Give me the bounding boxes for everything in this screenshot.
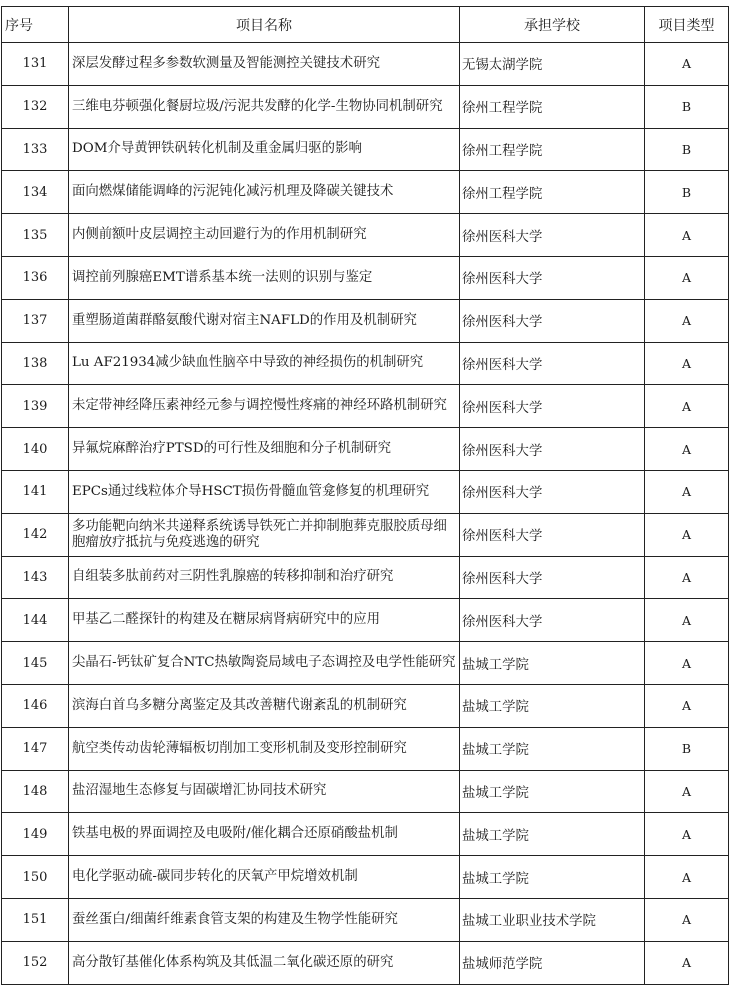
row-number: 139	[2, 385, 69, 428]
project-type: A	[645, 513, 729, 556]
school-name: 盐城工学院	[460, 727, 645, 770]
project-name: 盐沼湿地生态修复与固碳增汇协同技术研究	[69, 770, 460, 813]
table-row	[2, 727, 729, 770]
project-type: A	[645, 470, 729, 513]
project-type: A	[645, 941, 729, 984]
project-name: 甲基乙二醛探针的构建及在糖尿病肾病研究中的应用	[69, 599, 460, 642]
school-name: 徐州医科大学	[460, 556, 645, 599]
school-name: 徐州医科大学	[460, 513, 645, 556]
project-type: B	[645, 171, 729, 214]
row-number: 141	[2, 470, 69, 513]
school-name: 徐州工程学院	[460, 171, 645, 214]
project-name: 自组装多肽前药对三阴性乳腺癌的转移抑制和治疗研究	[69, 556, 460, 599]
project-type: A	[645, 428, 729, 471]
table-body	[2, 43, 729, 985]
row-number: 138	[2, 342, 69, 385]
row-number: 133	[2, 128, 69, 171]
school-name: 徐州医科大学	[460, 428, 645, 471]
table-row	[2, 428, 729, 471]
table-row	[2, 770, 729, 813]
project-name: 调控前列腺癌EMT谱系基本统一法则的识别与鉴定	[69, 256, 460, 299]
table-row	[2, 342, 729, 385]
row-number: 142	[2, 513, 69, 556]
project-name: 尖晶石-钙钛矿复合NTC热敏陶瓷局域电子态调控及电学性能研究	[69, 642, 460, 685]
table-row	[2, 256, 729, 299]
school-name: 徐州医科大学	[460, 214, 645, 257]
project-name: 多功能靶向纳米共递释系统诱导铁死亡并抑制胞葬克服胶质母细胞瘤放疗抵抗与免疫逃逸的研究	[69, 513, 460, 556]
row-number: 150	[2, 856, 69, 899]
project-name: 高分散钌基催化体系构筑及其低温二氧化碳还原的研究	[69, 941, 460, 984]
header-project-name: 项目名称	[69, 7, 460, 43]
project-name: 航空类传动齿轮薄辐板切削加工变形机制及变形控制研究	[69, 727, 460, 770]
project-name: Lu AF21934减少缺血性脑卒中导致的神经损伤的机制研究	[69, 342, 460, 385]
table-row	[2, 856, 729, 899]
project-type: A	[645, 684, 729, 727]
header-project-type: 项目类型	[645, 7, 729, 43]
row-number: 131	[2, 43, 69, 86]
project-name: 未定带神经降压素神经元参与调控慢性疼痛的神经环路机制研究	[69, 385, 460, 428]
table-row	[2, 43, 729, 86]
table-row	[2, 898, 729, 941]
project-name: 异氟烷麻醉治疗PTSD的可行性及细胞和分子机制研究	[69, 428, 460, 471]
project-type: A	[645, 385, 729, 428]
project-type: B	[645, 727, 729, 770]
row-number: 144	[2, 599, 69, 642]
school-name: 徐州医科大学	[460, 599, 645, 642]
table-row	[2, 128, 729, 171]
school-name: 盐城工学院	[460, 856, 645, 899]
row-number: 146	[2, 684, 69, 727]
row-number: 151	[2, 898, 69, 941]
project-type: B	[645, 128, 729, 171]
row-number: 143	[2, 556, 69, 599]
project-type: A	[645, 556, 729, 599]
table-row	[2, 470, 729, 513]
row-number: 152	[2, 941, 69, 984]
school-name: 盐城工学院	[460, 770, 645, 813]
table-row	[2, 214, 729, 257]
school-name: 徐州工程学院	[460, 85, 645, 128]
table-row	[2, 642, 729, 685]
project-name: 面向燃煤储能调峰的污泥钝化减污机理及降碳关键技术	[69, 171, 460, 214]
school-name: 盐城工业职业技术学院	[460, 898, 645, 941]
school-name: 盐城工学院	[460, 813, 645, 856]
project-type: A	[645, 642, 729, 685]
table-row	[2, 684, 729, 727]
project-name: 电化学驱动硫-碳同步转化的厌氧产甲烷增效机制	[69, 856, 460, 899]
school-name: 徐州医科大学	[460, 342, 645, 385]
row-number: 149	[2, 813, 69, 856]
project-name: 重塑肠道菌群酪氨酸代谢对宿主NAFLD的作用及机制研究	[69, 299, 460, 342]
project-name: EPCs通过线粒体介导HSCT损伤骨髓血管龛修复的机理研究	[69, 470, 460, 513]
project-type: A	[645, 256, 729, 299]
row-number: 148	[2, 770, 69, 813]
table-row	[2, 941, 729, 984]
project-name: 滨海白首乌多糖分离鉴定及其改善糖代谢紊乱的机制研究	[69, 684, 460, 727]
school-name: 徐州医科大学	[460, 299, 645, 342]
row-number: 147	[2, 727, 69, 770]
school-name: 盐城工学院	[460, 642, 645, 685]
table-header	[2, 7, 729, 43]
project-name: 蚕丝蛋白/细菌纤维素食管支架的构建及生物学性能研究	[69, 898, 460, 941]
project-type: A	[645, 342, 729, 385]
row-number: 145	[2, 642, 69, 685]
school-name: 徐州医科大学	[460, 470, 645, 513]
table-row	[2, 171, 729, 214]
project-type: A	[645, 43, 729, 86]
project-type: A	[645, 856, 729, 899]
school-name: 无锡太湖学院	[460, 43, 645, 86]
school-name: 徐州医科大学	[460, 385, 645, 428]
header-row	[2, 7, 729, 43]
row-number: 132	[2, 85, 69, 128]
project-name: DOM介导黄钾铁矾转化机制及重金属归驱的影响	[69, 128, 460, 171]
project-type: A	[645, 299, 729, 342]
school-name: 盐城工学院	[460, 684, 645, 727]
project-type: B	[645, 85, 729, 128]
project-type: A	[645, 599, 729, 642]
row-number: 136	[2, 256, 69, 299]
project-type: A	[645, 770, 729, 813]
table-row	[2, 599, 729, 642]
school-name: 徐州医科大学	[460, 256, 645, 299]
project-name: 深层发酵过程多参数软测量及智能测控关键技术研究	[69, 43, 460, 86]
project-name: 内侧前额叶皮层调控主动回避行为的作用机制研究	[69, 214, 460, 257]
row-number: 135	[2, 214, 69, 257]
table-row	[2, 385, 729, 428]
header-school: 承担学校	[460, 7, 645, 43]
school-name: 盐城师范学院	[460, 941, 645, 984]
project-type: A	[645, 214, 729, 257]
table-row	[2, 299, 729, 342]
project-name: 铁基电极的界面调控及电吸附/催化耦合还原硝酸盐机制	[69, 813, 460, 856]
table-row	[2, 85, 729, 128]
table-row	[2, 813, 729, 856]
project-type: A	[645, 813, 729, 856]
project-table	[1, 6, 729, 985]
row-number: 137	[2, 299, 69, 342]
project-type: A	[645, 898, 729, 941]
row-number: 140	[2, 428, 69, 471]
table-row	[2, 513, 729, 556]
header-number: 序号	[2, 7, 69, 43]
table-row	[2, 556, 729, 599]
school-name: 徐州工程学院	[460, 128, 645, 171]
project-name: 三维电芬顿强化餐厨垃圾/污泥共发酵的化学-生物协同机制研究	[69, 85, 460, 128]
row-number: 134	[2, 171, 69, 214]
